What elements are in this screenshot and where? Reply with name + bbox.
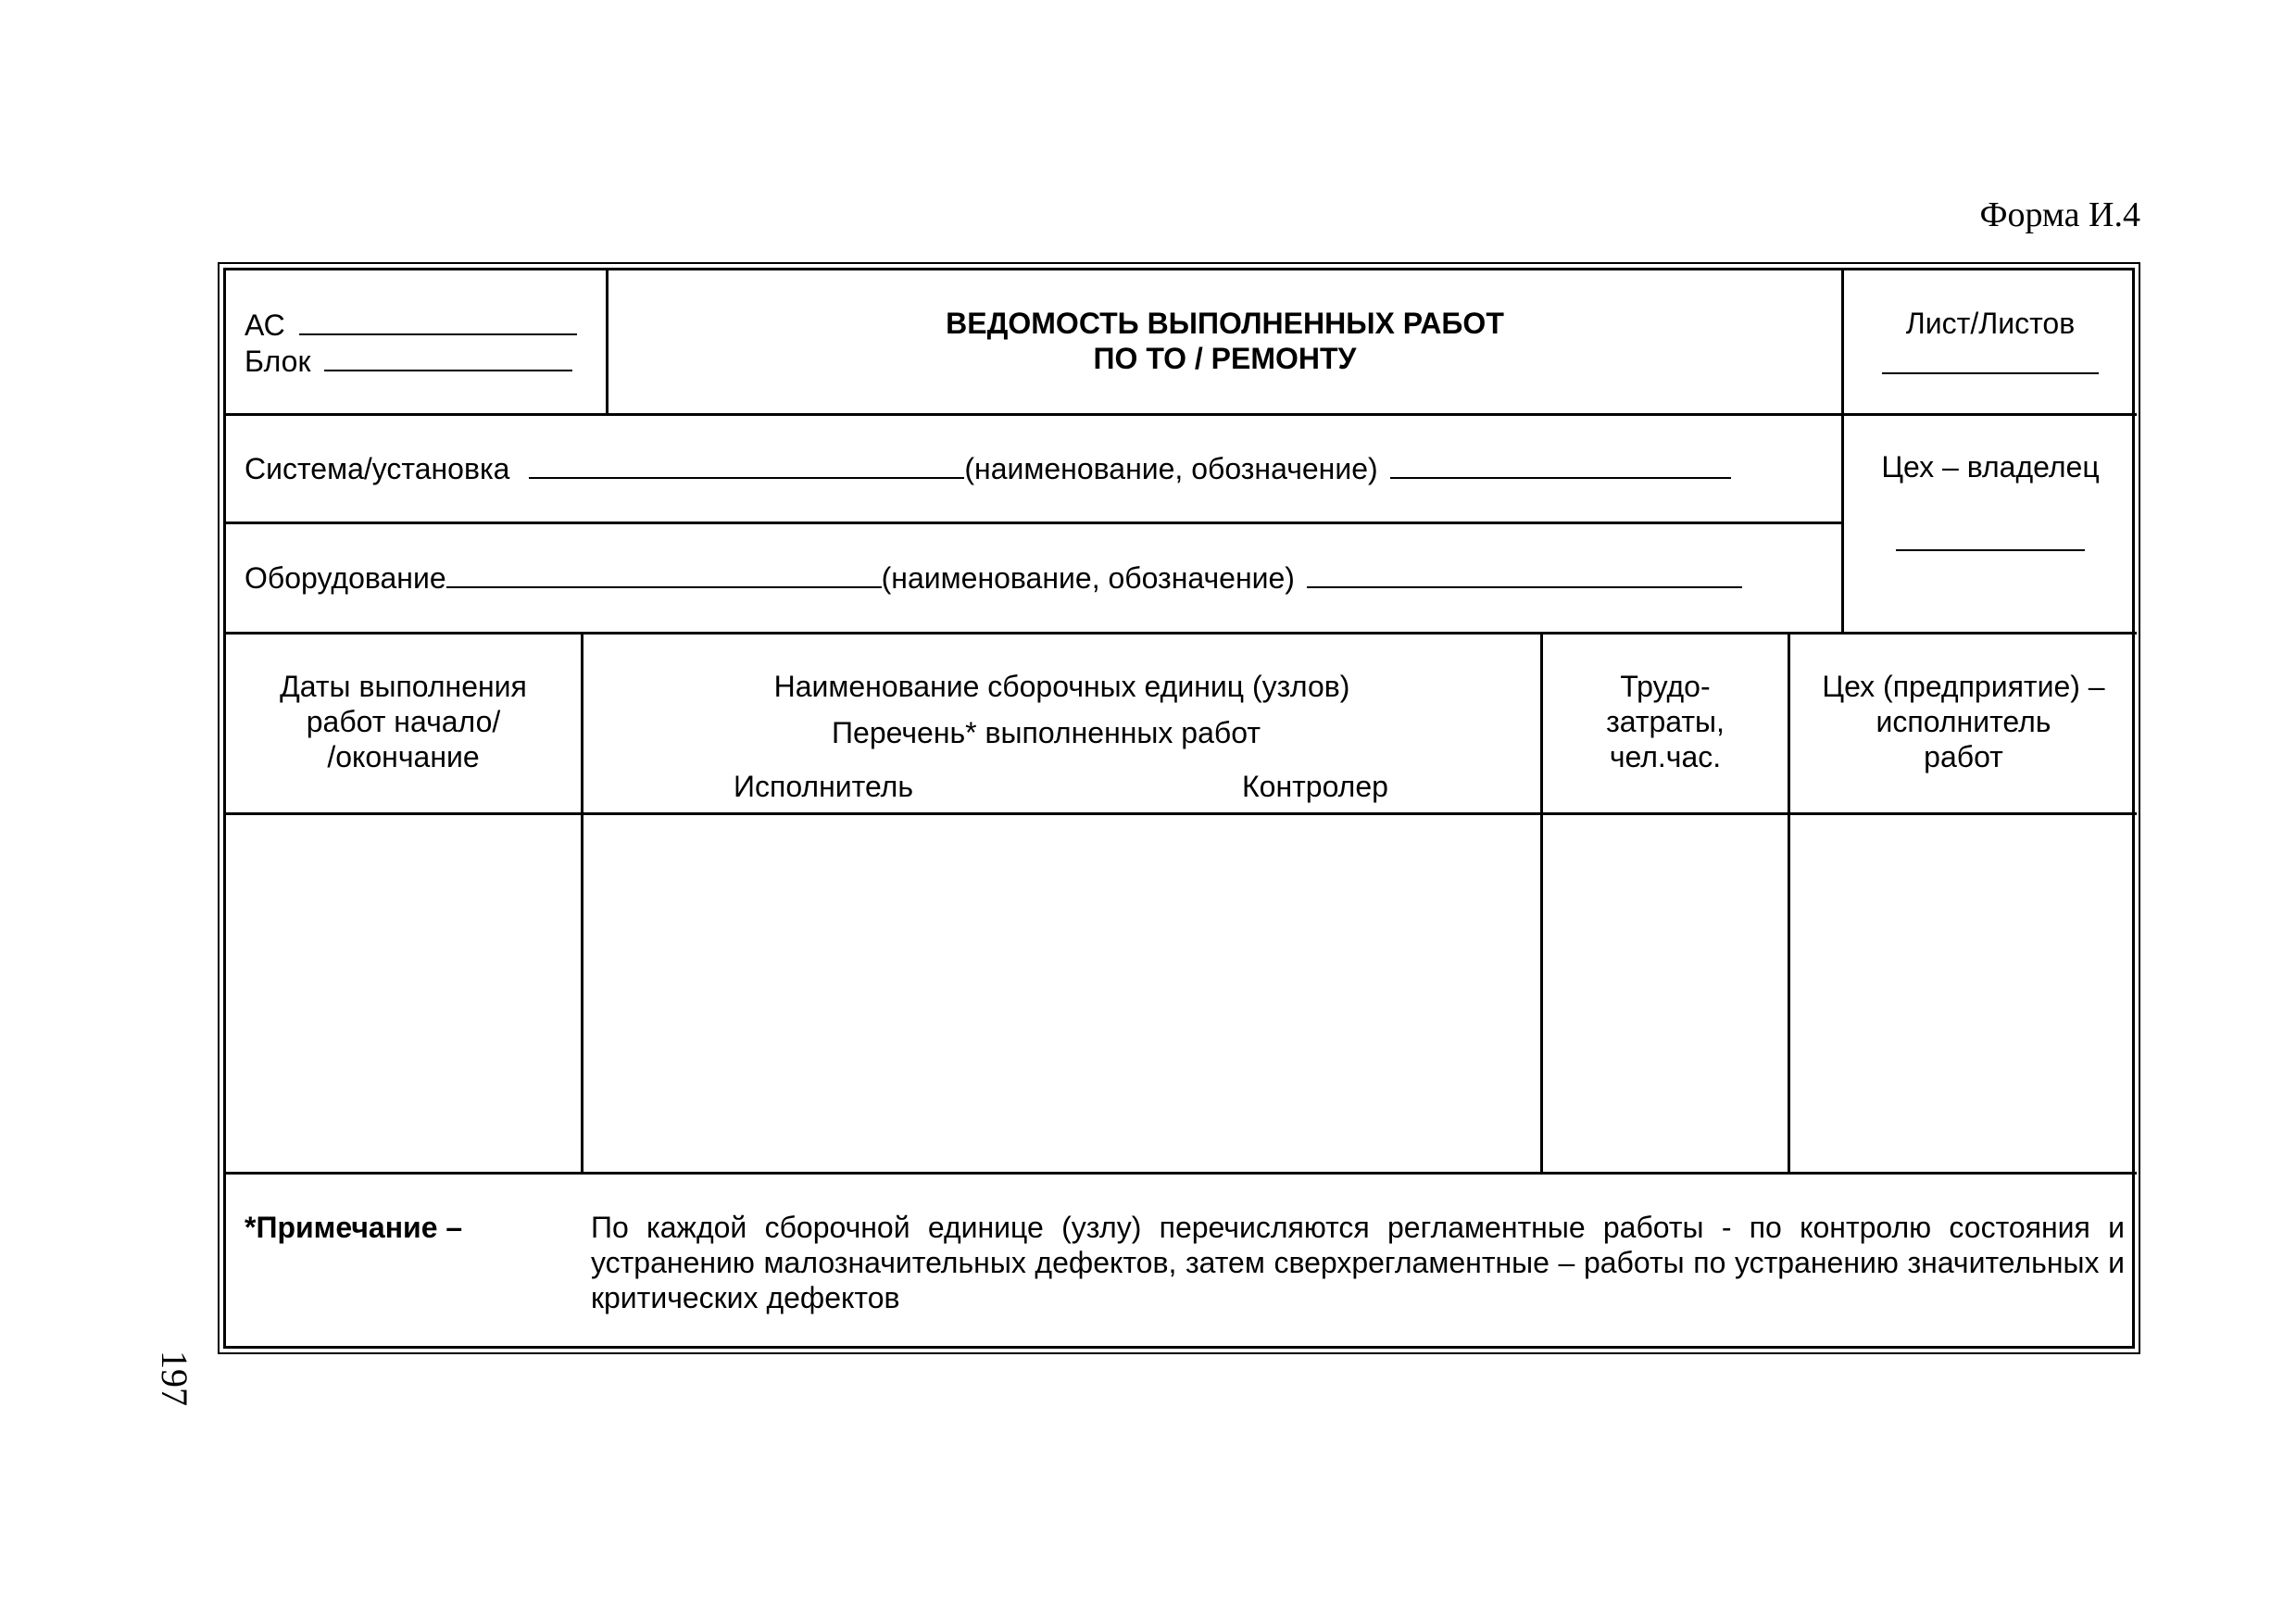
col-labor-header [1543,669,1788,774]
cell-labor-entry[interactable] [1543,815,1788,1172]
owner-shop-field[interactable] [1844,449,2137,551]
col-dates-line-1: Даты выполнения [280,670,527,703]
col-labor-line-2: затраты, [1606,705,1725,738]
block-label: Блок [245,345,311,378]
page-number: 197 [154,1351,195,1406]
col-units-line-1: Наименование сборочных единиц (узлов) [773,670,1350,703]
title-line-1: ВЕДОМОСТЬ ВЫПОЛНЕННЫХ РАБОТ [946,307,1504,340]
cell-units-entry[interactable] [583,815,1540,1172]
sheet-label: Лист/Листов [1905,307,2076,340]
system-name-blank[interactable] [529,449,964,479]
col-units-header [583,669,1540,750]
sheet-blank[interactable] [1882,345,2099,374]
executor-label: Исполнитель [734,770,914,803]
equipment-row[interactable] [245,559,1742,596]
form-frame [218,262,2140,1354]
form-label: Форма И.4 [1979,195,2140,234]
col-labor-line-1: Трудо- [1620,670,1711,703]
equipment-designation-blank[interactable] [1307,559,1742,588]
divider-system [226,521,1841,524]
col-dates-header [226,669,581,774]
divider-equipment [226,632,2137,635]
divider-header [226,413,2137,416]
col-shop-line-1: Цех (предприятие) – [1822,670,2105,703]
system-designation-blank[interactable] [1390,449,1731,479]
block-blank[interactable] [324,342,572,371]
system-hint: (наименование, обозначение) [964,452,1378,485]
form-inner-border [223,268,2135,1349]
equipment-hint: (наименование, обозначение) [881,561,1295,595]
cell-dates-entry[interactable] [226,815,581,1172]
col-units-line-2: Перечень* выполненных работ [832,716,1261,749]
note-text: По каждой сборочной единице (узлу) перечисляются регламентные работы - по контролю состояния и устранению малозначительных дефектов, затем сверхрегламентные – работы по устранению значительных и критических дефектов [591,1211,2125,1314]
col-shop-line-2: исполнитель [1876,705,2051,738]
block-field[interactable] [245,342,572,379]
col-dates-line-2: работ начало/ [306,705,501,738]
as-blank[interactable] [299,306,577,335]
note-section [226,1175,2137,1351]
owner-shop-label: Цех – владелец [1881,450,2100,484]
note-label: *Примечание – [245,1211,463,1244]
cell-shop-entry[interactable] [1790,815,2137,1172]
title-line-2: ПО ТО / РЕМОНТУ [1093,342,1357,375]
equipment-label: Оборудование [245,561,446,595]
system-row[interactable] [245,449,1731,486]
equipment-name-blank[interactable] [446,559,882,588]
as-field[interactable] [245,306,577,343]
controller-label: Контролер [1242,770,1388,803]
system-label: Система/установка [245,452,510,485]
owner-shop-blank[interactable] [1896,521,2085,551]
sheet-field[interactable] [1844,306,2137,374]
document-title [609,306,1841,376]
col-dates-line-3: /окончание [327,740,480,773]
as-label: АС [245,308,285,342]
col-shop-line-3: работ [1924,740,2003,773]
col-shop-header [1790,669,2137,774]
col-labor-line-3: чел.час. [1609,740,1722,773]
